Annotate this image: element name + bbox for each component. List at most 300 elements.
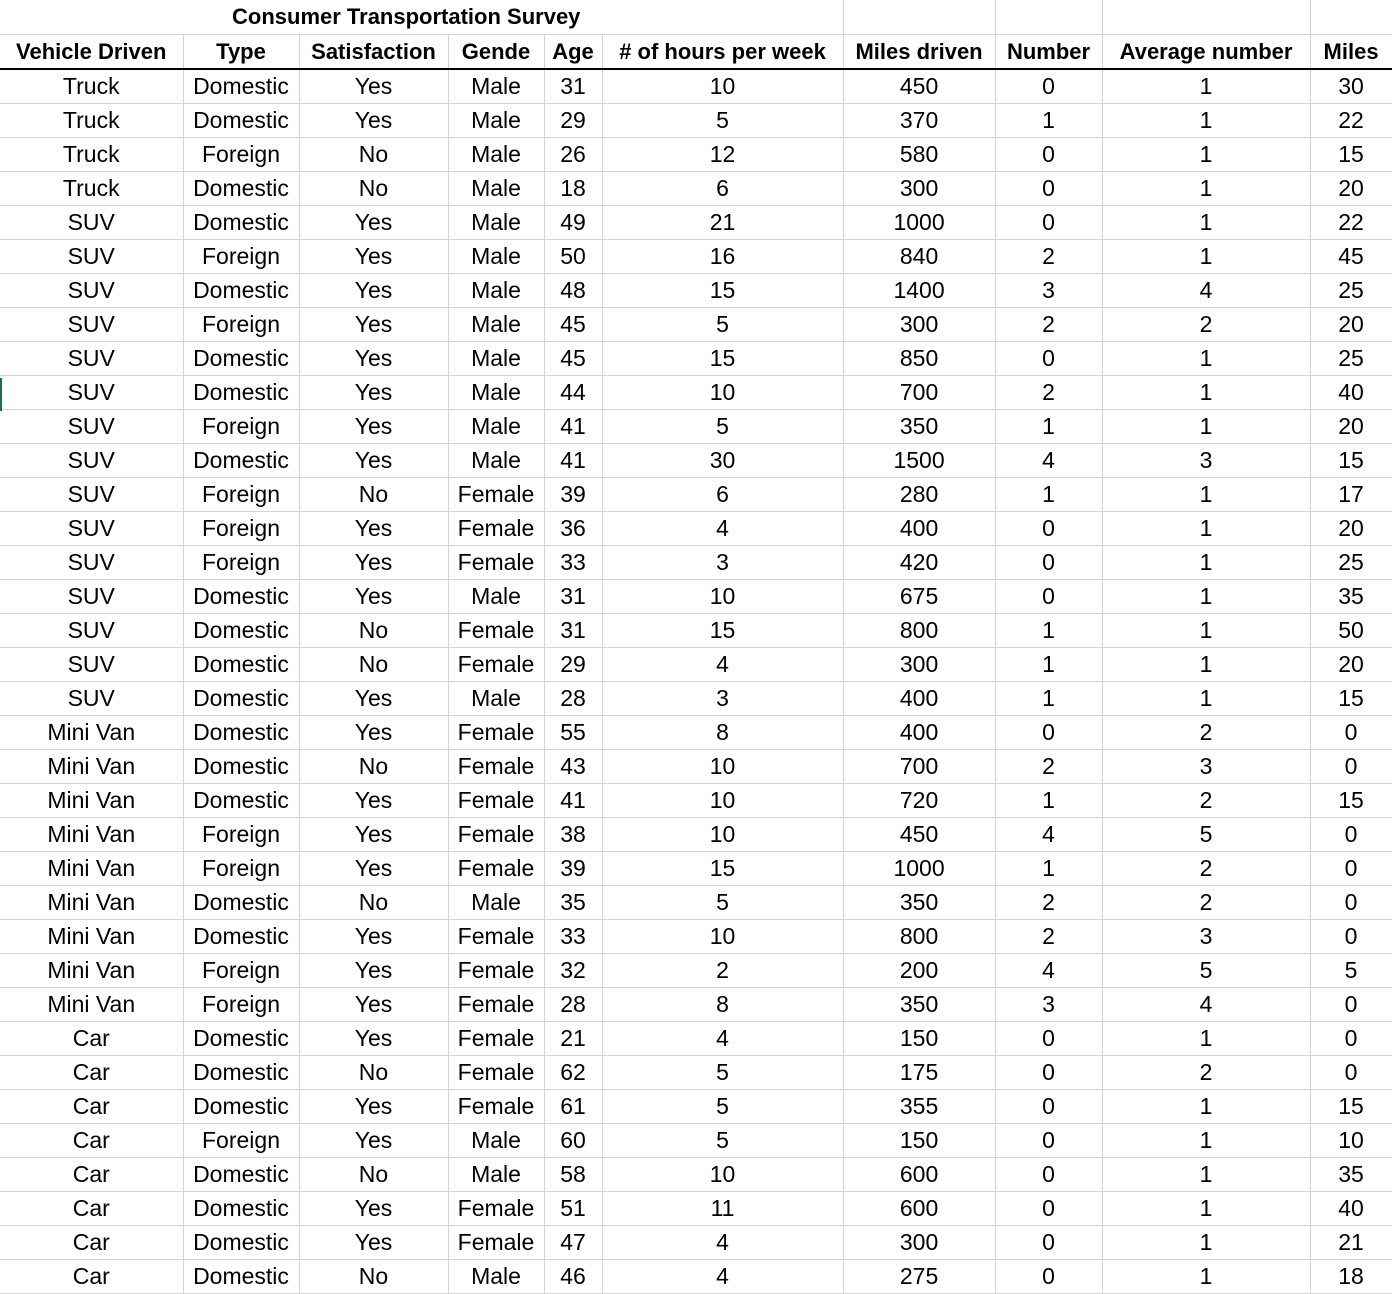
cell-miles-driven[interactable]: 675 [843, 580, 995, 614]
cell-gender[interactable]: Male [448, 69, 544, 104]
cell-gender[interactable]: Female [448, 1226, 544, 1260]
cell-type[interactable]: Foreign [183, 546, 299, 580]
cell-number[interactable]: 4 [995, 954, 1102, 988]
cell-vehicle-driven[interactable]: SUV [0, 546, 183, 580]
cell-type[interactable]: Domestic [183, 580, 299, 614]
cell-vehicle-driven[interactable]: Car [0, 1260, 183, 1294]
cell-hours-per-week[interactable]: 21 [602, 206, 843, 240]
cell-gender[interactable]: Female [448, 512, 544, 546]
cell-miles-driven[interactable]: 1000 [843, 206, 995, 240]
cell-type[interactable]: Domestic [183, 1226, 299, 1260]
cell-miles-driven[interactable]: 720 [843, 784, 995, 818]
cell-satisfaction[interactable]: Yes [299, 206, 448, 240]
cell-age[interactable]: 55 [544, 716, 602, 750]
cell-number[interactable]: 0 [995, 172, 1102, 206]
cell-gender[interactable]: Female [448, 750, 544, 784]
cell-satisfaction[interactable]: Yes [299, 1192, 448, 1226]
cell-age[interactable]: 28 [544, 682, 602, 716]
cell-type[interactable]: Domestic [183, 1192, 299, 1226]
cell-type[interactable]: Domestic [183, 376, 299, 410]
cell-miles-driven[interactable]: 850 [843, 342, 995, 376]
cell-number[interactable]: 1 [995, 104, 1102, 138]
cell-vehicle-driven[interactable]: Mini Van [0, 784, 183, 818]
cell-satisfaction[interactable]: Yes [299, 240, 448, 274]
cell-hours-per-week[interactable]: 10 [602, 750, 843, 784]
cell-type[interactable]: Domestic [183, 750, 299, 784]
cell-vehicle-driven[interactable]: SUV [0, 206, 183, 240]
cell-type[interactable]: Foreign [183, 818, 299, 852]
cell-miles[interactable]: 20 [1310, 172, 1392, 206]
cell-vehicle-driven[interactable]: Car [0, 1158, 183, 1192]
cell-vehicle-driven[interactable]: SUV [0, 444, 183, 478]
cell-average-number[interactable]: 1 [1102, 376, 1310, 410]
cell-type[interactable]: Domestic [183, 1022, 299, 1056]
cell-age[interactable]: 62 [544, 1056, 602, 1090]
cell-satisfaction[interactable]: Yes [299, 1124, 448, 1158]
cell-miles-driven[interactable]: 150 [843, 1124, 995, 1158]
cell-average-number[interactable]: 1 [1102, 410, 1310, 444]
cell-miles[interactable]: 45 [1310, 240, 1392, 274]
cell-vehicle-driven[interactable]: Mini Van [0, 954, 183, 988]
cell-hours-per-week[interactable]: 4 [602, 512, 843, 546]
cell-number[interactable]: 1 [995, 682, 1102, 716]
cell-miles-driven[interactable]: 300 [843, 1226, 995, 1260]
cell-vehicle-driven[interactable]: Truck [0, 138, 183, 172]
cell-vehicle-driven[interactable]: Mini Van [0, 920, 183, 954]
cell-number[interactable]: 0 [995, 1158, 1102, 1192]
cell-miles-driven[interactable]: 370 [843, 104, 995, 138]
cell-number[interactable]: 4 [995, 444, 1102, 478]
cell-type[interactable]: Foreign [183, 852, 299, 886]
cell-vehicle-driven[interactable]: SUV [0, 240, 183, 274]
cell-miles[interactable]: 25 [1310, 546, 1392, 580]
cell-type[interactable]: Domestic [183, 1260, 299, 1294]
cell-number[interactable]: 3 [995, 988, 1102, 1022]
cell-hours-per-week[interactable]: 5 [602, 1056, 843, 1090]
cell-hours-per-week[interactable]: 12 [602, 138, 843, 172]
cell-type[interactable]: Foreign [183, 988, 299, 1022]
cell-gender[interactable]: Male [448, 138, 544, 172]
cell-age[interactable]: 29 [544, 648, 602, 682]
cell-miles[interactable]: 15 [1310, 682, 1392, 716]
cell-gender[interactable]: Female [448, 1056, 544, 1090]
cell-gender[interactable]: Female [448, 478, 544, 512]
cell-gender[interactable]: Male [448, 1260, 544, 1294]
cell-type[interactable]: Domestic [183, 69, 299, 104]
cell-type[interactable]: Domestic [183, 1158, 299, 1192]
cell-average-number[interactable]: 1 [1102, 172, 1310, 206]
cell-miles-driven[interactable]: 700 [843, 376, 995, 410]
cell-hours-per-week[interactable]: 3 [602, 682, 843, 716]
cell-number[interactable]: 0 [995, 1192, 1102, 1226]
cell-type[interactable]: Domestic [183, 784, 299, 818]
cell-satisfaction[interactable]: Yes [299, 546, 448, 580]
cell-vehicle-driven[interactable]: SUV [0, 410, 183, 444]
cell-average-number[interactable]: 1 [1102, 1260, 1310, 1294]
cell-number[interactable]: 1 [995, 648, 1102, 682]
cell-hours-per-week[interactable]: 10 [602, 920, 843, 954]
cell-satisfaction[interactable]: No [299, 1158, 448, 1192]
cell-miles-driven[interactable]: 450 [843, 818, 995, 852]
cell-vehicle-driven[interactable]: SUV [0, 342, 183, 376]
cell-miles[interactable]: 15 [1310, 444, 1392, 478]
cell-type[interactable]: Foreign [183, 512, 299, 546]
cell-average-number[interactable]: 1 [1102, 240, 1310, 274]
cell-age[interactable]: 49 [544, 206, 602, 240]
cell-satisfaction[interactable]: No [299, 1260, 448, 1294]
cell-satisfaction[interactable]: Yes [299, 716, 448, 750]
cell-vehicle-driven[interactable]: SUV [0, 308, 183, 342]
cell-type[interactable]: Foreign [183, 138, 299, 172]
cell-miles[interactable]: 15 [1310, 784, 1392, 818]
cell-gender[interactable]: Female [448, 784, 544, 818]
cell-satisfaction[interactable]: Yes [299, 308, 448, 342]
header-miles-driven[interactable]: Miles driven [843, 35, 995, 70]
cell-age[interactable]: 26 [544, 138, 602, 172]
cell-hours-per-week[interactable]: 15 [602, 852, 843, 886]
cell-number[interactable]: 3 [995, 274, 1102, 308]
cell-hours-per-week[interactable]: 5 [602, 410, 843, 444]
cell-miles-driven[interactable]: 420 [843, 546, 995, 580]
cell-satisfaction[interactable]: Yes [299, 852, 448, 886]
cell-number[interactable]: 1 [995, 614, 1102, 648]
cell-average-number[interactable]: 4 [1102, 274, 1310, 308]
cell-gender[interactable]: Male [448, 886, 544, 920]
cell-number[interactable]: 0 [995, 206, 1102, 240]
cell-number[interactable]: 0 [995, 716, 1102, 750]
cell-hours-per-week[interactable]: 4 [602, 648, 843, 682]
cell-vehicle-driven[interactable]: Mini Van [0, 886, 183, 920]
cell-satisfaction[interactable]: No [299, 750, 448, 784]
cell-vehicle-driven[interactable]: Mini Van [0, 750, 183, 784]
cell-age[interactable]: 46 [544, 1260, 602, 1294]
cell-vehicle-driven[interactable]: Truck [0, 69, 183, 104]
cell-miles-driven[interactable]: 300 [843, 172, 995, 206]
cell-age[interactable]: 60 [544, 1124, 602, 1158]
cell-satisfaction[interactable]: No [299, 614, 448, 648]
cell-type[interactable]: Foreign [183, 308, 299, 342]
cell-vehicle-driven[interactable]: Mini Van [0, 716, 183, 750]
cell-miles-driven[interactable]: 600 [843, 1192, 995, 1226]
cell-gender[interactable]: Female [448, 988, 544, 1022]
cell-type[interactable]: Domestic [183, 1056, 299, 1090]
header-number[interactable]: Number [995, 35, 1102, 70]
cell-vehicle-driven[interactable]: SUV [0, 512, 183, 546]
cell-miles[interactable]: 22 [1310, 206, 1392, 240]
cell-gender[interactable]: Male [448, 104, 544, 138]
cell-miles[interactable]: 20 [1310, 410, 1392, 444]
cell-number[interactable]: 0 [995, 1056, 1102, 1090]
cell-satisfaction[interactable]: Yes [299, 818, 448, 852]
cell-age[interactable]: 44 [544, 376, 602, 410]
cell-miles-driven[interactable]: 580 [843, 138, 995, 172]
cell-average-number[interactable]: 1 [1102, 342, 1310, 376]
cell-satisfaction[interactable]: No [299, 648, 448, 682]
cell-average-number[interactable]: 1 [1102, 682, 1310, 716]
cell-hours-per-week[interactable]: 4 [602, 1022, 843, 1056]
cell-gender[interactable]: Male [448, 410, 544, 444]
cell-satisfaction[interactable]: Yes [299, 1090, 448, 1124]
cell-hours-per-week[interactable]: 8 [602, 716, 843, 750]
cell-average-number[interactable]: 3 [1102, 920, 1310, 954]
cell-hours-per-week[interactable]: 6 [602, 172, 843, 206]
cell-age[interactable]: 58 [544, 1158, 602, 1192]
cell-age[interactable]: 39 [544, 478, 602, 512]
cell-gender[interactable]: Female [448, 1192, 544, 1226]
cell-miles-driven[interactable]: 800 [843, 614, 995, 648]
cell-miles[interactable]: 22 [1310, 104, 1392, 138]
cell-miles[interactable]: 0 [1310, 716, 1392, 750]
cell-type[interactable]: Foreign [183, 240, 299, 274]
cell-satisfaction[interactable]: Yes [299, 512, 448, 546]
cell-hours-per-week[interactable]: 16 [602, 240, 843, 274]
cell-age[interactable]: 31 [544, 614, 602, 648]
cell-age[interactable]: 47 [544, 1226, 602, 1260]
cell-gender[interactable]: Female [448, 818, 544, 852]
cell-vehicle-driven[interactable]: SUV [0, 478, 183, 512]
cell-hours-per-week[interactable]: 5 [602, 1090, 843, 1124]
cell-gender[interactable]: Male [448, 342, 544, 376]
cell-average-number[interactable]: 3 [1102, 444, 1310, 478]
cell-satisfaction[interactable]: Yes [299, 1226, 448, 1260]
cell-satisfaction[interactable]: Yes [299, 580, 448, 614]
cell-satisfaction[interactable]: Yes [299, 920, 448, 954]
cell-vehicle-driven[interactable]: Car [0, 1022, 183, 1056]
cell-type[interactable]: Domestic [183, 614, 299, 648]
cell-average-number[interactable]: 1 [1102, 1090, 1310, 1124]
cell-miles[interactable]: 35 [1310, 1158, 1392, 1192]
cell-vehicle-driven[interactable]: Car [0, 1090, 183, 1124]
cell-miles-driven[interactable]: 300 [843, 308, 995, 342]
cell-hours-per-week[interactable]: 11 [602, 1192, 843, 1226]
cell-miles[interactable]: 0 [1310, 886, 1392, 920]
cell-gender[interactable]: Male [448, 172, 544, 206]
cell-satisfaction[interactable]: No [299, 138, 448, 172]
cell-satisfaction[interactable]: Yes [299, 1022, 448, 1056]
cell-hours-per-week[interactable]: 30 [602, 444, 843, 478]
cell-gender[interactable]: Male [448, 274, 544, 308]
empty-cell[interactable] [843, 0, 995, 35]
cell-miles[interactable]: 0 [1310, 852, 1392, 886]
cell-type[interactable]: Foreign [183, 1124, 299, 1158]
header-vehicle-driven[interactable]: Vehicle Driven [0, 35, 183, 70]
header-average-number[interactable]: Average number [1102, 35, 1310, 70]
cell-average-number[interactable]: 1 [1102, 1226, 1310, 1260]
cell-miles[interactable]: 40 [1310, 376, 1392, 410]
cell-miles[interactable]: 35 [1310, 580, 1392, 614]
cell-miles-driven[interactable]: 1500 [843, 444, 995, 478]
cell-miles[interactable]: 50 [1310, 614, 1392, 648]
cell-satisfaction[interactable]: Yes [299, 954, 448, 988]
cell-age[interactable]: 33 [544, 546, 602, 580]
cell-vehicle-driven[interactable]: SUV [0, 274, 183, 308]
cell-satisfaction[interactable]: Yes [299, 69, 448, 104]
header-type[interactable]: Type [183, 35, 299, 70]
cell-average-number[interactable]: 2 [1102, 716, 1310, 750]
cell-gender[interactable]: Male [448, 308, 544, 342]
cell-gender[interactable]: Male [448, 206, 544, 240]
cell-hours-per-week[interactable]: 6 [602, 478, 843, 512]
header-hours-per-week[interactable]: # of hours per week [602, 35, 843, 70]
cell-miles[interactable]: 21 [1310, 1226, 1392, 1260]
cell-number[interactable]: 1 [995, 784, 1102, 818]
cell-hours-per-week[interactable]: 15 [602, 614, 843, 648]
cell-miles-driven[interactable]: 1000 [843, 852, 995, 886]
cell-gender[interactable]: Female [448, 852, 544, 886]
cell-type[interactable]: Domestic [183, 682, 299, 716]
cell-miles[interactable]: 0 [1310, 750, 1392, 784]
cell-average-number[interactable]: 1 [1102, 478, 1310, 512]
cell-number[interactable]: 2 [995, 240, 1102, 274]
cell-age[interactable]: 33 [544, 920, 602, 954]
header-miles[interactable]: Miles [1310, 35, 1392, 70]
cell-age[interactable]: 51 [544, 1192, 602, 1226]
empty-cell[interactable] [1310, 0, 1392, 35]
cell-number[interactable]: 0 [995, 1260, 1102, 1294]
cell-number[interactable]: 2 [995, 886, 1102, 920]
cell-miles[interactable]: 17 [1310, 478, 1392, 512]
cell-type[interactable]: Foreign [183, 478, 299, 512]
cell-satisfaction[interactable]: No [299, 886, 448, 920]
cell-number[interactable]: 0 [995, 1124, 1102, 1158]
cell-gender[interactable]: Female [448, 954, 544, 988]
cell-miles[interactable]: 30 [1310, 69, 1392, 104]
cell-satisfaction[interactable]: Yes [299, 682, 448, 716]
cell-miles-driven[interactable]: 400 [843, 716, 995, 750]
cell-age[interactable]: 45 [544, 342, 602, 376]
cell-miles[interactable]: 0 [1310, 1022, 1392, 1056]
cell-miles-driven[interactable]: 355 [843, 1090, 995, 1124]
cell-hours-per-week[interactable]: 5 [602, 104, 843, 138]
cell-type[interactable]: Domestic [183, 648, 299, 682]
cell-gender[interactable]: Female [448, 1022, 544, 1056]
cell-age[interactable]: 31 [544, 580, 602, 614]
cell-satisfaction[interactable]: Yes [299, 376, 448, 410]
cell-average-number[interactable]: 1 [1102, 1022, 1310, 1056]
cell-vehicle-driven[interactable]: SUV [0, 614, 183, 648]
cell-miles-driven[interactable]: 175 [843, 1056, 995, 1090]
cell-hours-per-week[interactable]: 4 [602, 1260, 843, 1294]
cell-miles[interactable]: 25 [1310, 274, 1392, 308]
cell-hours-per-week[interactable]: 10 [602, 69, 843, 104]
cell-number[interactable]: 1 [995, 852, 1102, 886]
cell-miles-driven[interactable]: 350 [843, 988, 995, 1022]
cell-gender[interactable]: Female [448, 648, 544, 682]
cell-age[interactable]: 50 [544, 240, 602, 274]
cell-miles[interactable]: 0 [1310, 818, 1392, 852]
cell-age[interactable]: 32 [544, 954, 602, 988]
cell-miles-driven[interactable]: 400 [843, 682, 995, 716]
cell-miles-driven[interactable]: 275 [843, 1260, 995, 1294]
cell-miles-driven[interactable]: 280 [843, 478, 995, 512]
cell-miles[interactable]: 20 [1310, 512, 1392, 546]
cell-number[interactable]: 1 [995, 410, 1102, 444]
cell-gender[interactable]: Female [448, 546, 544, 580]
cell-average-number[interactable]: 2 [1102, 308, 1310, 342]
cell-miles[interactable]: 0 [1310, 988, 1392, 1022]
cell-number[interactable]: 0 [995, 1090, 1102, 1124]
cell-number[interactable]: 0 [995, 1022, 1102, 1056]
cell-number[interactable]: 1 [995, 478, 1102, 512]
cell-gender[interactable]: Male [448, 1124, 544, 1158]
cell-number[interactable]: 2 [995, 920, 1102, 954]
cell-age[interactable]: 48 [544, 274, 602, 308]
cell-gender[interactable]: Female [448, 920, 544, 954]
cell-number[interactable]: 0 [995, 342, 1102, 376]
cell-average-number[interactable]: 1 [1102, 546, 1310, 580]
cell-satisfaction[interactable]: Yes [299, 988, 448, 1022]
cell-satisfaction[interactable]: Yes [299, 342, 448, 376]
cell-hours-per-week[interactable]: 8 [602, 988, 843, 1022]
cell-miles[interactable]: 40 [1310, 1192, 1392, 1226]
cell-miles[interactable]: 20 [1310, 308, 1392, 342]
cell-vehicle-driven[interactable]: Car [0, 1192, 183, 1226]
cell-gender[interactable]: Male [448, 376, 544, 410]
cell-average-number[interactable]: 5 [1102, 818, 1310, 852]
cell-miles[interactable]: 0 [1310, 1056, 1392, 1090]
cell-miles-driven[interactable]: 1400 [843, 274, 995, 308]
cell-age[interactable]: 41 [544, 784, 602, 818]
cell-gender[interactable]: Male [448, 240, 544, 274]
cell-type[interactable]: Domestic [183, 886, 299, 920]
cell-hours-per-week[interactable]: 10 [602, 818, 843, 852]
cell-age[interactable]: 45 [544, 308, 602, 342]
cell-number[interactable]: 2 [995, 308, 1102, 342]
cell-satisfaction[interactable]: Yes [299, 444, 448, 478]
cell-age[interactable]: 43 [544, 750, 602, 784]
cell-type[interactable]: Domestic [183, 206, 299, 240]
cell-average-number[interactable]: 1 [1102, 580, 1310, 614]
cell-hours-per-week[interactable]: 15 [602, 342, 843, 376]
cell-average-number[interactable]: 5 [1102, 954, 1310, 988]
cell-miles-driven[interactable]: 450 [843, 69, 995, 104]
cell-age[interactable]: 41 [544, 444, 602, 478]
cell-number[interactable]: 0 [995, 69, 1102, 104]
header-satisfaction[interactable]: Satisfaction [299, 35, 448, 70]
cell-average-number[interactable]: 2 [1102, 1056, 1310, 1090]
cell-average-number[interactable]: 1 [1102, 614, 1310, 648]
cell-type[interactable]: Foreign [183, 410, 299, 444]
cell-age[interactable]: 28 [544, 988, 602, 1022]
cell-gender[interactable]: Male [448, 580, 544, 614]
cell-satisfaction[interactable]: No [299, 172, 448, 206]
cell-vehicle-driven[interactable]: SUV [0, 682, 183, 716]
cell-satisfaction[interactable]: No [299, 1056, 448, 1090]
empty-cell[interactable] [1102, 0, 1310, 35]
cell-vehicle-driven[interactable]: Truck [0, 172, 183, 206]
cell-number[interactable]: 0 [995, 138, 1102, 172]
cell-average-number[interactable]: 1 [1102, 1192, 1310, 1226]
cell-miles[interactable]: 15 [1310, 1090, 1392, 1124]
cell-miles-driven[interactable]: 150 [843, 1022, 995, 1056]
cell-hours-per-week[interactable]: 5 [602, 886, 843, 920]
cell-average-number[interactable]: 4 [1102, 988, 1310, 1022]
cell-average-number[interactable]: 2 [1102, 852, 1310, 886]
header-gender[interactable]: Gende [448, 35, 544, 70]
cell-miles-driven[interactable]: 200 [843, 954, 995, 988]
sheet-title[interactable]: Consumer Transportation Survey [0, 0, 843, 35]
cell-miles-driven[interactable]: 840 [843, 240, 995, 274]
cell-number[interactable]: 0 [995, 512, 1102, 546]
cell-miles[interactable]: 25 [1310, 342, 1392, 376]
cell-age[interactable]: 31 [544, 69, 602, 104]
cell-age[interactable]: 38 [544, 818, 602, 852]
cell-age[interactable]: 61 [544, 1090, 602, 1124]
cell-hours-per-week[interactable]: 2 [602, 954, 843, 988]
cell-gender[interactable]: Female [448, 1090, 544, 1124]
cell-average-number[interactable]: 1 [1102, 69, 1310, 104]
cell-number[interactable]: 0 [995, 580, 1102, 614]
